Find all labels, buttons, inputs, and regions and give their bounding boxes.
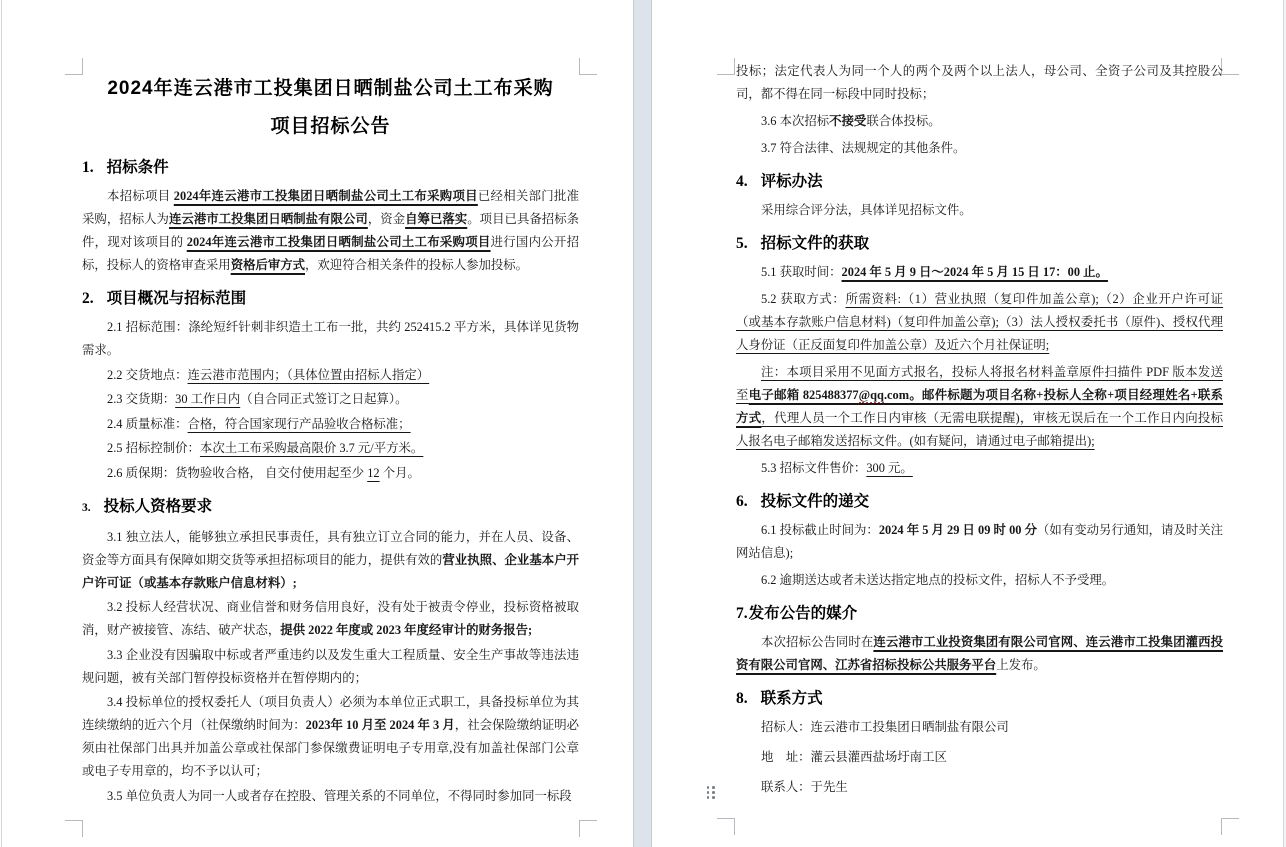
section-heading[interactable] [82, 288, 579, 309]
section-heading[interactable] [736, 688, 1223, 709]
text-run: ，欢迎符合相关条件的投标人参加投标。 [305, 258, 529, 272]
page-2-content[interactable] [652, 0, 1283, 799]
text-run: 2024 年 5 月 29 日 09 时 00 分 [878, 523, 1037, 537]
paragraph[interactable] [736, 199, 1223, 222]
text-run: 2024 年 5 月 9 日～2024 年 5 月 15 日 17：00 止。 [841, 265, 1108, 279]
paragraph[interactable] [736, 631, 1223, 677]
section-heading[interactable] [736, 171, 1223, 192]
section-heading[interactable] [736, 491, 1223, 512]
section-heading[interactable] [82, 157, 579, 178]
paragraph[interactable] [736, 288, 1223, 357]
text-run: 3.7 符合法律、法规规定的其他条件。 [761, 141, 966, 155]
text-run: 本次土工布采购最高限价 3.7 元/平方米。 [199, 441, 424, 455]
section-heading[interactable] [736, 233, 1223, 254]
text-run: 联系人：于先生 [761, 780, 848, 794]
text-run: 上发布。 [996, 658, 1046, 672]
paragraph[interactable] [736, 457, 1223, 480]
text-run: 2.6 质保期：货物验收合格， 自交付使用起至少 [107, 465, 368, 480]
heading-number: 1. [82, 159, 94, 176]
text-run: 提供 2022 年度或 2023 年度经审计的财务报告; [280, 623, 533, 637]
paragraph[interactable] [82, 644, 579, 690]
text-run: 2.3 交货期： [107, 392, 176, 406]
heading-text: 项目概况与招标范围 [106, 290, 247, 307]
text-run: 本次招标公告同时在 [761, 635, 874, 649]
section-heading[interactable] [82, 496, 579, 519]
title-line: 项目招标公告 [270, 116, 391, 137]
text-run: 2.4 质量标准： [107, 416, 188, 431]
text-run: 连云港市工业投资集团有限公司官网、连云港市工投集团灌西投资有限公司官网、江苏省招标投标公共服务平台 [736, 635, 1224, 672]
text-run: 12 [367, 465, 380, 480]
text-run: 30 工作日内 [175, 392, 241, 406]
text-run: 合格，符合国家现行产品验收合格标准； [187, 416, 411, 431]
heading-text: 投标文件的递交 [760, 493, 870, 510]
text-run: （如有变动另行通知，请及时关注网站信息); [736, 523, 1224, 560]
text-run: 3.5 单位负责人为同一人或者存在控股、管理关系的不同单位，不得同时参加同一标段 [107, 788, 572, 803]
text-run: 300 元。 [866, 461, 913, 475]
page-1 [2, 0, 633, 847]
heading-text: 联系方式 [760, 690, 823, 707]
text-run: 2.2 交货地点： [107, 367, 188, 382]
paragraph[interactable] [82, 596, 579, 642]
text-run: 2.5 招标控制价： [107, 441, 200, 455]
text-run: 不接受 [829, 114, 867, 128]
text-run: （自合同正式签订之日起算）。 [240, 392, 408, 406]
text-boundary-mark [1221, 818, 1239, 835]
text-run: 。项目已具备招标条件，现对该项目的 [82, 212, 580, 249]
text-run: 地 址：灌云县灌西盐场圩南工区 [761, 750, 947, 764]
heading-number: 7. [736, 605, 748, 622]
paragraph[interactable] [736, 519, 1223, 565]
heading-text: 发布公告的媒介 [748, 605, 858, 622]
text-run: 自筹已落实 [405, 212, 468, 226]
heading-number: 4. [736, 173, 748, 190]
title-line: 2024年连云港市工投集团日晒制盐公司土工布采购 [107, 78, 554, 99]
text-run: 6.1 投标截止时间为： [761, 523, 879, 537]
paragraph[interactable] [736, 776, 1223, 799]
paragraph[interactable] [736, 110, 1223, 133]
paragraph[interactable] [736, 60, 1223, 106]
text-run: 本招标项目 [107, 189, 174, 203]
text-boundary-mark [579, 820, 597, 837]
text-run: 3.4 投标单位的授权委托人（项目负责人）必须为本单位正式职工，具备投标单位为其连续缴纳的近六个月（社保缴纳时间为： [82, 695, 579, 732]
paragraph[interactable] [736, 716, 1223, 739]
paragraph[interactable] [82, 526, 579, 595]
heading-number: 8. [736, 690, 748, 707]
text-run: 5.1 获取时间： [761, 265, 842, 279]
text-run: 招标人：连云港市工投集团日晒制盐有限公司 [761, 720, 1009, 734]
text-run: 连云港市工投集团日晒制盐有限公司 [168, 212, 368, 226]
text-run: 注：本项目采用不见面方式报名，投标人将报名材料盖章原件扫描件 PDF 版本发送至 [736, 365, 1223, 402]
heading-text: 投标人资格要求 [103, 497, 213, 515]
text-run: 2.1 招标范围：涤纶短纤针刺非织造土工布一批，共约 252415.2 平方米，具体详见货物需求。 [82, 320, 579, 357]
text-run: 个月。 [379, 465, 420, 480]
heading-text: 招标条件 [106, 159, 169, 176]
text-run: 2023年 10 月至 2024 年 3 月 [305, 718, 455, 732]
text-run: 2024年连云港市工投集团日晒制盐公司土工布采购项目 [186, 235, 491, 249]
paragraph[interactable] [736, 261, 1223, 284]
text-run: 5.3 招标文件售价： [761, 461, 867, 475]
text-run: 5.2 获取方式： [761, 292, 846, 306]
page-1-content[interactable] [2, 0, 633, 808]
heading-text: 招标文件的获取 [760, 235, 870, 252]
text-run: 已经相关部门批准采购，招标人为 [82, 189, 579, 226]
heading-number: 5. [736, 235, 748, 252]
text-boundary-mark [65, 820, 83, 837]
text-run: 采用综合评分法，具体详见招标文件。 [761, 203, 972, 217]
heading-text: 评标办法 [760, 173, 823, 190]
paragraph[interactable] [82, 364, 579, 387]
text-run: ，社会保险缴纳证明必须由社保部门出具并加盖公章或社保部门参保缴费证明电子专用章,没有加盖社保部门公章或电子专用章的，均不予以认可； [82, 718, 580, 778]
text-run: 3.3 企业没有因骗取中标或者严重违约以及发生重大工程质量、安全生产事故等违法违规问题，被有关部门暂停投标资格并在暂停期内的； [82, 647, 579, 685]
page-2 [652, 0, 1283, 847]
section-heading[interactable] [736, 603, 1223, 624]
text-run: 电子邮箱 825488377 [748, 388, 859, 402]
paragraph[interactable] [736, 569, 1223, 592]
text-run: 所需资料:（1）营业执照（复印件加盖公章);（2）企业开户许可证（或基本存款账户信息材料)（复印件加盖公章);（3）法人授权委托书（原件)、授权代理人身份证（正反面复印件加盖公章）及近六个月社保证明; [736, 292, 1224, 352]
heading-number: 2. [82, 290, 94, 307]
paragraph[interactable] [82, 413, 579, 436]
text-run: 进行国内公开招标，投标人的资格审查采用 [82, 235, 579, 272]
text-run: @qq [858, 388, 884, 402]
text-boundary-mark [717, 818, 735, 835]
drag-handle-icon[interactable] [705, 785, 716, 800]
paragraph[interactable] [82, 185, 579, 277]
text-run: ，资金 [367, 212, 406, 226]
text-run: 投标；法定代表人为同一个人的两个及两个以上法人，母公司、全资子公司及其控股公司，都不得在同一标段中同时投标； [736, 64, 1223, 101]
text-run: .com。邮件标题为项目名称+投标人全称+项目经理姓名+联系方式 [736, 388, 1224, 425]
text-run: 3.2 投标人经营状况、商业信誉和财务信用良好，没有处于被责令停业，投标资格被取消，财产被接管、冻结、破产状态， [82, 600, 579, 637]
paragraph[interactable] [82, 388, 579, 411]
text-run: 资格后审方式 [230, 258, 306, 272]
paragraph[interactable] [82, 437, 579, 460]
text-run: 营业执照、企业基本户开户许可证（或基本存款账户信息材料）; [82, 552, 580, 590]
paragraph[interactable] [736, 361, 1223, 453]
paragraph[interactable] [736, 746, 1223, 769]
page-gap [633, 0, 652, 847]
document-title[interactable] [82, 70, 579, 146]
text-run: ，代理人员一个工作日内审核（无需电联提醒)，审核无误后在一个工作日内向投标人报名电子邮箱发送招标文件。(如有疑问，请通过电子邮箱提出); [736, 411, 1223, 448]
paragraph[interactable] [82, 785, 579, 808]
paragraph[interactable] [82, 316, 579, 362]
text-run: 连云港市范围内；（具体位置由招标人指定） [187, 367, 430, 382]
paragraph[interactable] [82, 462, 579, 485]
text-run: 3.1 独立法人，能够独立承担民事责任，具有独立订立合同的能力，并在人员、设备、资金等方面具有保障如期交货等承担招标项目的能力，提供有效的 [82, 529, 579, 567]
text-run: 3.6 本次招标 [761, 114, 830, 128]
heading-number: 3. [82, 501, 91, 514]
paragraph[interactable] [82, 691, 579, 783]
text-run: 6.2 逾期送达或者未送达指定地点的投标文件，招标人不予受理。 [761, 573, 1115, 587]
paragraph[interactable] [736, 137, 1223, 160]
heading-number: 6. [736, 493, 748, 510]
text-run: 2024年连云港市工投集团日晒制盐公司土工布采购项目 [173, 189, 478, 203]
text-run: 联合体投标。 [866, 114, 941, 128]
